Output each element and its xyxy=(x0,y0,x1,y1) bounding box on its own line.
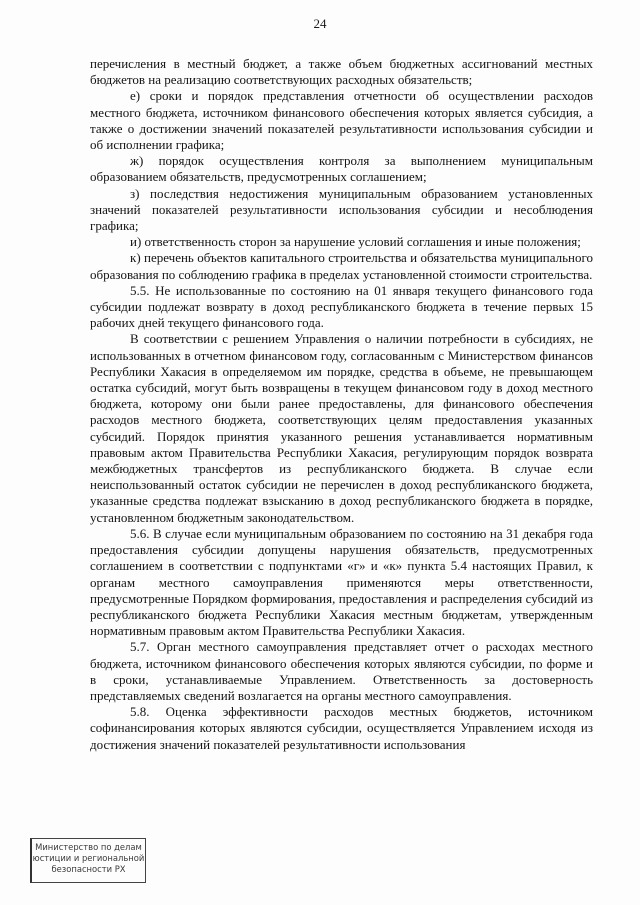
paragraph: 5.6. В случае если муниципальным образованием по состоянию на 31 декабря года предоставления субсидии допущены нарушения обязательств, предусмотренных соглашением в соответствии с подпунктами «г» и «к» пункта 5.4 настоящих Правил, к органам местного самоуправления применяются меры ответственности, предусмотренные Порядком формирования, предоставления и распределения субсидий из республиканского бюджета Республики Хакасия местным бюджетам, утвержденным нормативным правовым актом Правительства Республики Хакасия. xyxy=(90,525,593,639)
paragraph: 5.7. Орган местного самоуправления представляет отчет о расходах местного бюджета, источником финансового обеспечения которых являются субсидии, по форме и в сроки, устанавливаемые Управлением. Ответственность за достоверность представляемых сведений возлагается на органы местного самоуправления. xyxy=(90,639,593,703)
page-number: 24 xyxy=(313,16,327,31)
paragraph: 5.8. Оценка эффективности расходов местных бюджетов, источником софинансирования которых являются субсидии, осуществляется Управлением исходя из достижения значений показателей результативности использования xyxy=(90,704,593,752)
registration-stamp xyxy=(30,838,146,883)
paragraph: 5.5. Не использованные по состоянию на 01 января текущего финансового года субсидии подлежат возврату в доход республиканского бюджета в течение первых 15 рабочих дней текущего финансового года. xyxy=(90,282,593,331)
paragraph: перечисления в местный бюджет, а также объем бюджетных ассигнований местных бюджетов на реализацию соответствующих расходных обязательств; xyxy=(90,56,593,88)
paragraph: и) ответственность сторон за нарушение условий соглашения и иные положения; xyxy=(130,234,581,250)
stamp-line: юстиции и региональной xyxy=(32,853,145,863)
paragraph: В соответствии с решением Управления о наличии потребности в субсидиях, не использованных в отчетном финансовом году, согласованным с Министерством финансов Республики Хакасия в определяемом им порядке, средства в объеме, не превышающем остатка субсидий, могут быть возвращены в текущем финансовом году в доход местного бюджета, которому они были ранее предоставлены, для финансового обеспечения расходов местного бюджета, соответствующих целям предоставления указанных субсидий. Порядок принятия указанного решения устанавливается нормативным правовым актом Правительства Республики Хакасия, регулирующим порядок возврата межбюджетных трансфертов из республиканского бюджета. В случае если неиспользованный остаток субсидии не перечислен в доход республиканского бюджета, указанные средства подлежат взысканию в доход республиканского бюджета в порядке, установленном бюджетным законодательством. xyxy=(90,331,593,525)
stamp-line: безопасности РХ xyxy=(51,864,126,874)
paragraph: е) сроки и порядок представления отчетности об осуществлении расходов местного бюджета, источником финансового обеспечения которых является субсидия, а также о достижении значений показателей результативности использования субсидии и об исполнении графика; xyxy=(90,88,593,153)
paragraph: з) последствия недостижения муниципальным образованием установленных значений показателей результативности использования субсидии и несоблюдения графика; xyxy=(90,185,593,234)
document-body xyxy=(90,56,593,753)
stamp-line: Министерство по делам xyxy=(35,842,142,852)
paragraph: к) перечень объектов капитального строительства и обязательства муниципального образования по соблюдению графика в пределах установленной стоимости строительства. xyxy=(90,250,593,282)
paragraph: ж) порядок осуществления контроля за выполнением муниципальным образованием обязательств, предусмотренных соглашением; xyxy=(90,153,593,185)
